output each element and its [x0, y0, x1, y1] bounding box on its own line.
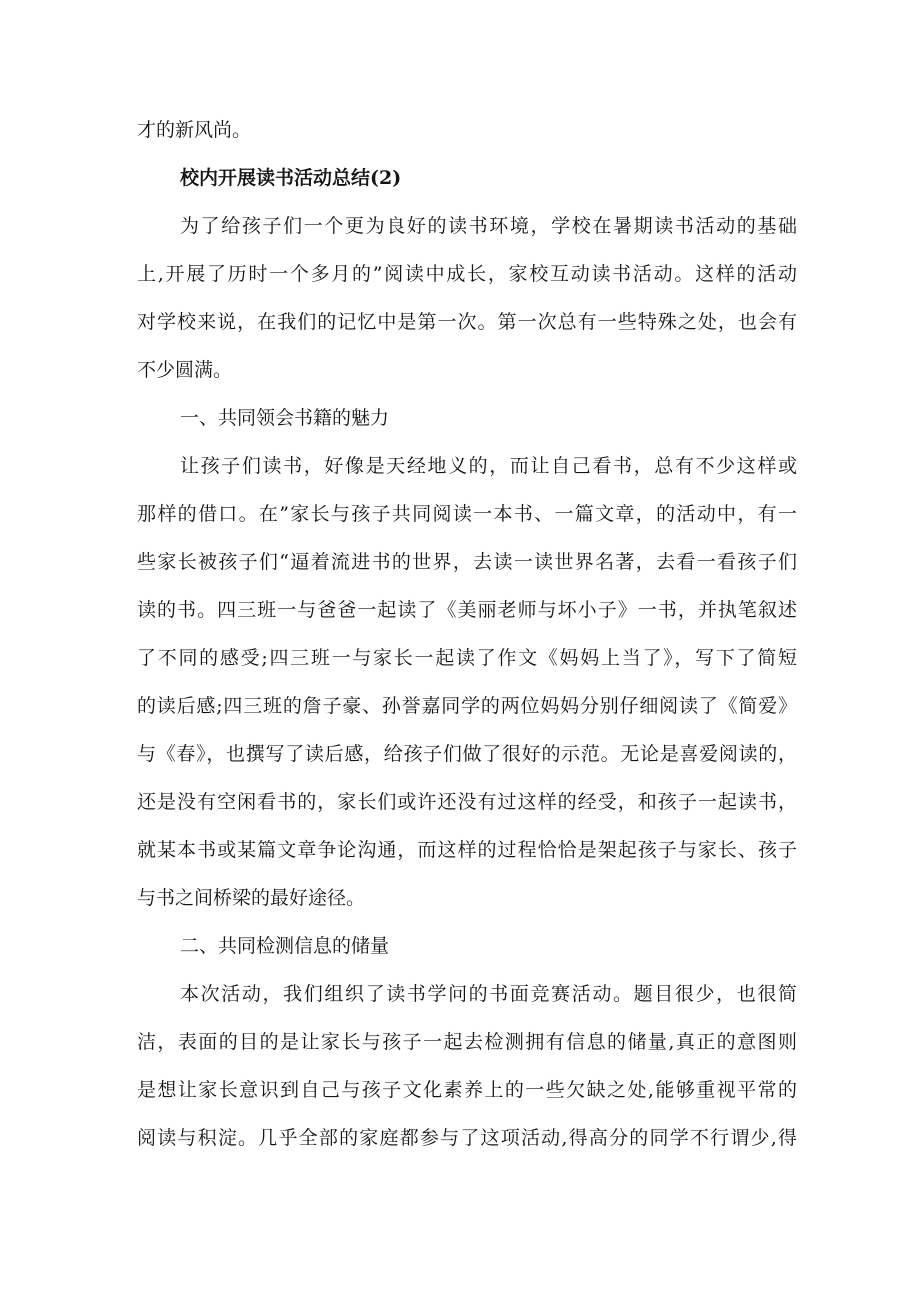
document-body — [137, 106, 797, 1162]
text-line: 的读后感;四三班的詹子豪、孙誉嘉同学的两位妈妈分别仔细阅读了《简爱》 — [137, 695, 797, 717]
text-line: 本次活动，我们组织了读书学问的书面竞赛活动。题目很少，也很简 — [180, 983, 797, 1005]
text-line: 读的书。四三班一与爸爸一起读了《美丽老师与坏小子》一书，并执笔叙述 — [137, 599, 797, 621]
text-line: 那样的借口。在”家长与孩子共同阅读一本书、一篇文章，的活动中，有一 — [137, 503, 797, 525]
text-line: 对学校来说，在我们的记忆中是第一次。第一次总有一些特殊之处，也会有 — [137, 311, 797, 333]
text-line: 为了给孩子们一个更为良好的读书环境，学校在暑期读书活动的基础 — [180, 215, 797, 237]
text-line: 些家长被孩子们“逼着流进书的世界，去读一读世界名著，去看一看孩子们 — [137, 551, 797, 573]
text-line: 不少圆满。 — [137, 359, 233, 381]
paragraph-section-2 — [137, 970, 797, 1162]
text-line: 阅读与积淀。几乎全部的家庭都参与了这项活动,得高分的同学不行谓少,得 — [137, 1127, 797, 1149]
text-line: 与《春》，也撰写了读后感，给孩子们做了很好的示范。无论是喜爱阅读的， — [137, 743, 797, 765]
text-line: 就某本书或某篇文章争论沟通，而这样的过程恰恰是架起孩子与家长、孩子 — [137, 839, 797, 861]
paragraph-continuation — [137, 106, 797, 154]
text-line: 洁，表面的目的是让家长与孩子一起去检测拥有信息的储量,真正的意图则 — [137, 1031, 797, 1053]
text-line: 是想让家长意识到自己与孩子文化素养上的一些欠缺之处,能够重视平常的 — [137, 1079, 797, 1101]
text-line: 让孩子们读书，好像是天经地义的，而让自己看书，总有不少这样或 — [180, 455, 797, 477]
text-line: 才的新风尚。 — [137, 119, 252, 141]
section-heading-1: 一、共同领会书籍的魅力 — [180, 407, 390, 429]
section-heading-2: 二、共同检测信息的储量 — [180, 935, 390, 957]
text-line: 了不同的感受;四三班一与家长一起读了作文《妈妈上当了》，写下了简短 — [137, 647, 797, 669]
paragraph-intro — [137, 202, 797, 394]
text-line: 还是没有空闲看书的，家长们或许还没有过这样的经受，和孩子一起读书， — [137, 791, 797, 813]
text-line: 上,开展了历时一个多月的”阅读中成长，家校互动读书活动。这样的活动 — [137, 263, 797, 285]
paragraph-section-1 — [137, 442, 797, 922]
document-title: 校内开展读书活动总结(2) — [180, 167, 402, 189]
text-line: 与书之间桥梁的最好途径。 — [137, 887, 366, 909]
